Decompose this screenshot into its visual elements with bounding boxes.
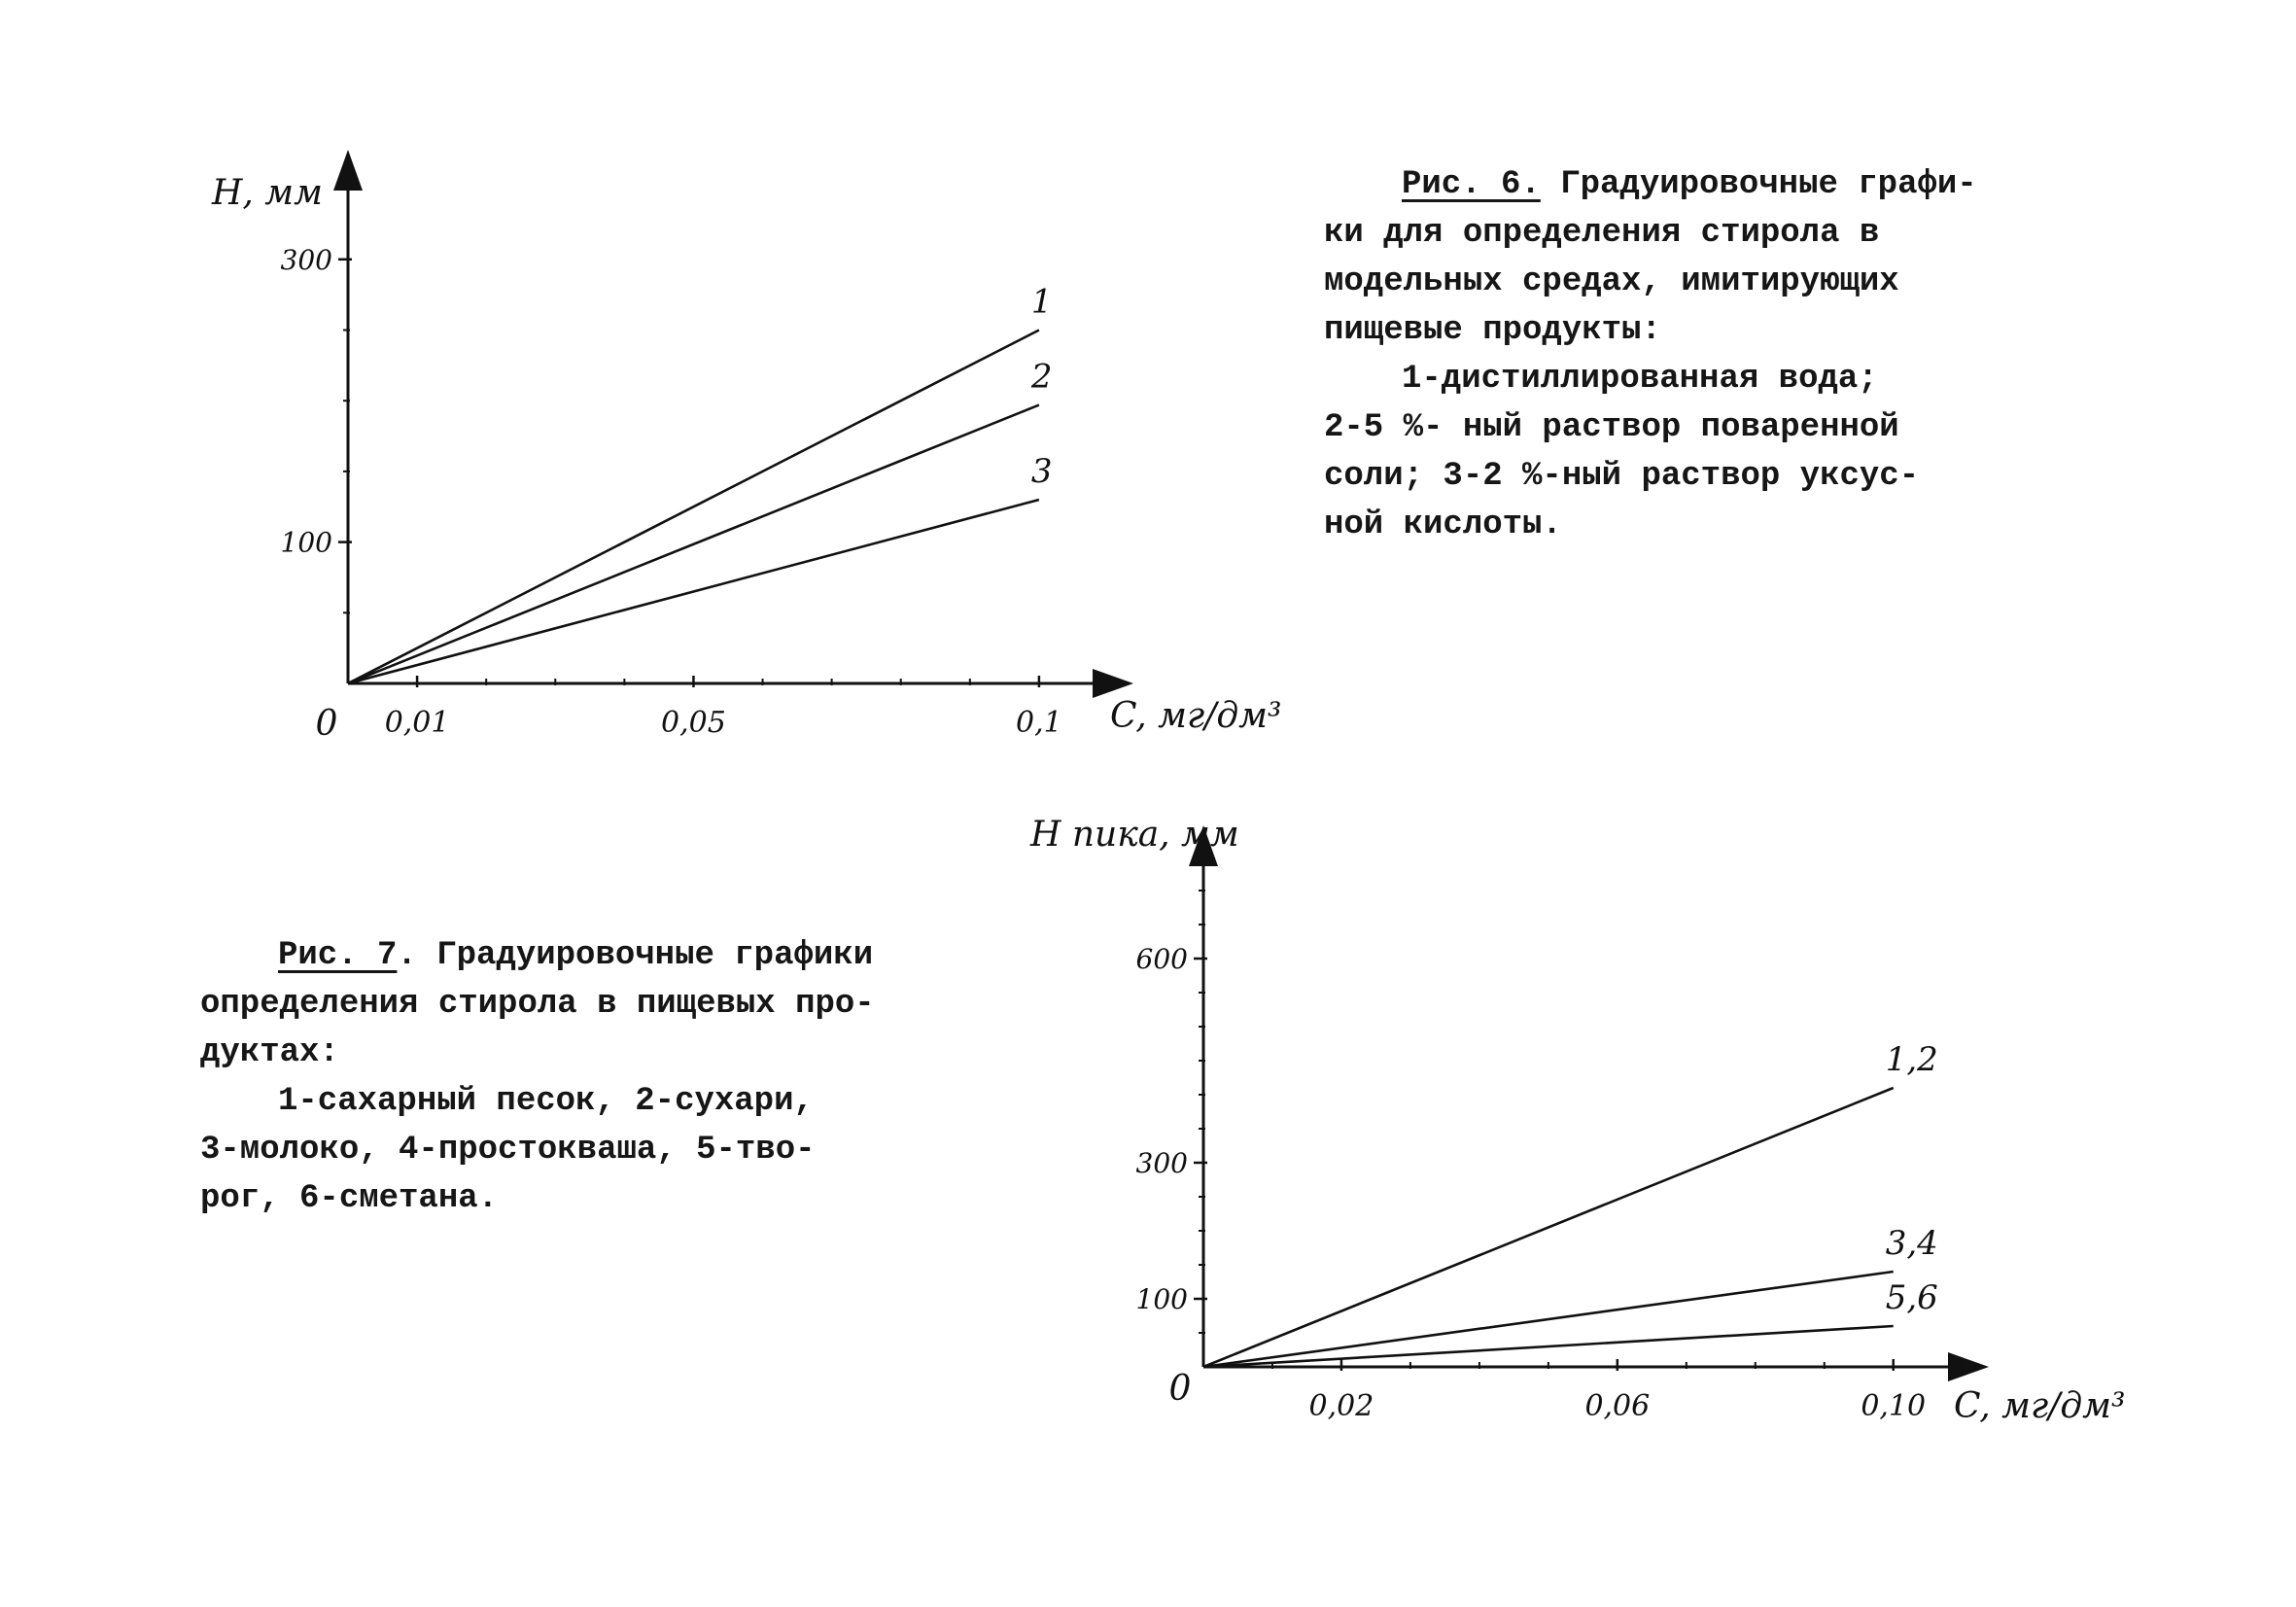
series-label-3: 3 [1030,451,1053,491]
caption-6-legend-line: 2-5 %- ный раствор поваренной [1324,409,1899,446]
y-tick-label: 100 [1135,1283,1188,1315]
caption-7-legend-line: 1-сахарный песок, 2-сухари, [278,1083,814,1120]
series-label-2: 2 [1030,357,1053,397]
caption-7-line: дуктах: [200,1034,339,1071]
x-tick-label: 0,01 [384,706,450,740]
caption-6-legend-line: ной кислоты. [1324,507,1562,543]
series-line-3,4 [1203,1272,1894,1367]
series-line-2 [348,405,1039,683]
origin-label: 0 [1168,1369,1192,1409]
x-tick-label: 0,02 [1308,1389,1374,1423]
series-label-3,4: 3,4 [1885,1224,1938,1263]
series-line-3 [348,500,1039,683]
series-label-5,6: 5,6 [1885,1278,1938,1317]
x-axis-label: C, мг/дм³ [1954,1386,2126,1426]
series-line-5,6 [1203,1326,1894,1367]
caption-7-legend-line: рог, 6-сметана. [200,1180,499,1217]
caption-6-title-line [1324,160,2063,209]
caption-7-title: . Градуировочные графики [397,937,874,974]
y-tick-label: 300 [1135,1147,1188,1179]
figure-7-label: Рис. 7 [278,937,398,974]
x-tick-label: 0,1 [1016,706,1062,740]
y-axis-label: H пика, мм [1030,815,1239,855]
figure-6-label: Рис. 6. [1402,166,1541,203]
x-tick-label: 0,10 [1861,1389,1927,1423]
series-line-1,2 [1203,1088,1894,1367]
caption-6-legend-line: соли; 3-2 %-ный раствор уксус- [1324,458,1920,495]
y-tick-label: 300 [280,243,332,276]
caption-6-line: модельных средах, имитирующих [1324,263,1899,300]
series-label-1: 1 [1030,282,1053,322]
caption-6-line: ки для определения стирола в [1324,215,1880,252]
x-tick-label: 0,06 [1584,1389,1651,1423]
caption-6-legend-line: 1-дистиллированная вода; [1402,361,1878,398]
x-axis-label: C, мг/дм³ [1110,696,1282,736]
y-axis-label: H, мм [212,173,323,213]
series-label-1,2: 1,2 [1885,1040,1938,1079]
y-tick-label: 100 [280,526,332,559]
figure-6-caption [1324,160,2063,549]
caption-7-legend-line: 3-молоко, 4-простокваша, 5-тво- [200,1132,816,1169]
caption-6-title: Градуировочные графи- [1540,166,1977,203]
caption-7-title-line [200,931,1036,980]
figure-7-caption [200,931,1036,1223]
origin-label: 0 [315,704,338,744]
chart-figure-7 [1029,815,2125,1426]
caption-7-line: определения стирола в пищевых про- [200,986,875,1023]
series-line-1 [348,330,1039,683]
x-tick-label: 0,05 [661,706,726,740]
caption-6-line: пищевые продукты: [1324,312,1661,349]
chart-figure-6 [211,156,1281,744]
y-tick-label: 600 [1135,943,1188,975]
